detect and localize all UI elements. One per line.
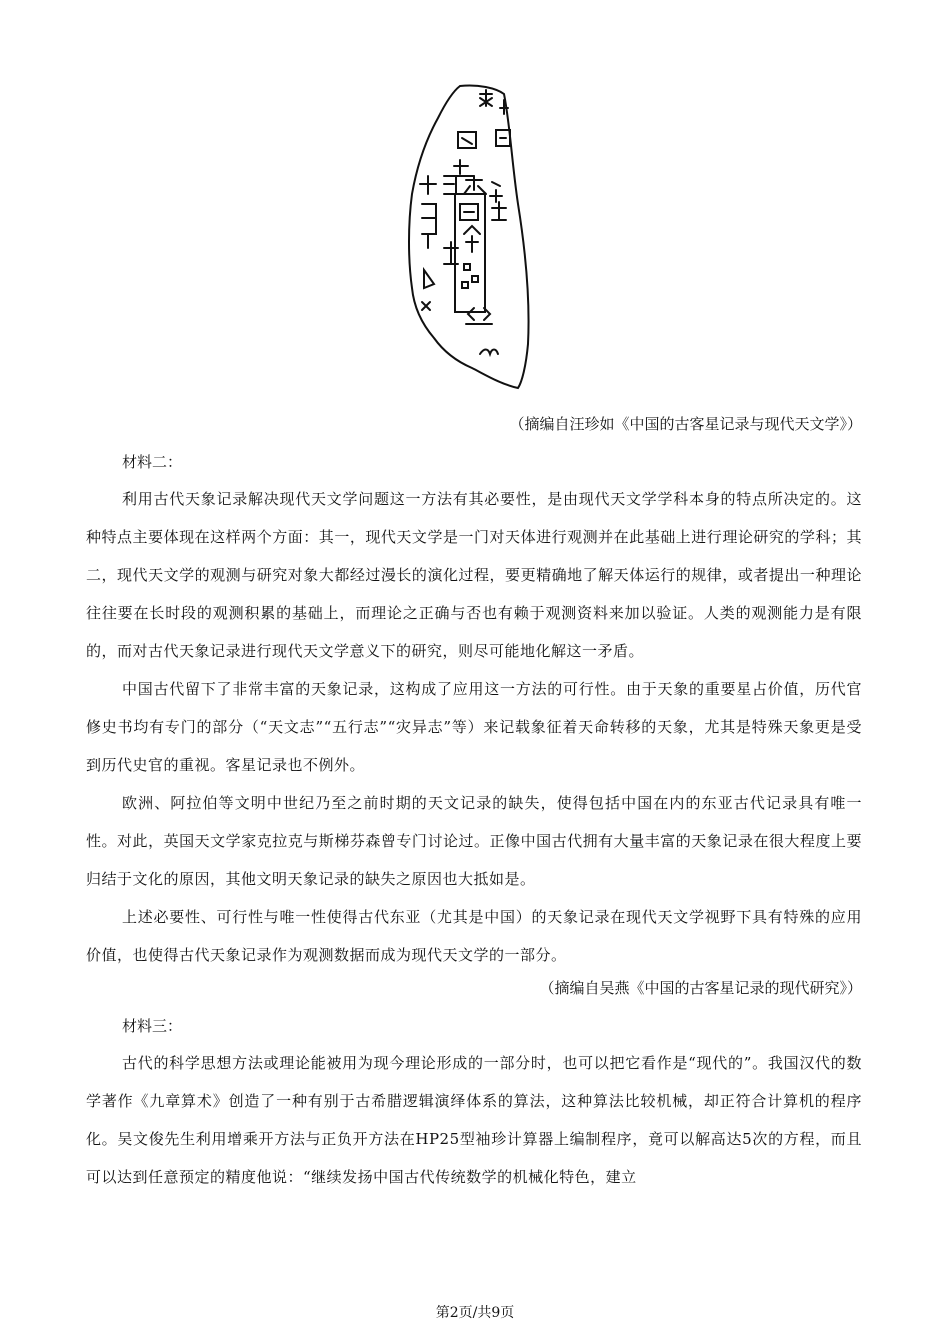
material-2-paragraph: 中国古代留下了非常丰富的天象记录，这构成了应用这一方法的可行性。由于天象的重要星占价值，历代官修史书均有专门的部分（“天文志”“五行志”“灾异志”等）来记载象征着天命转移的天象，尤其是特殊天象更是受到历代史官的重视。客星记录也不例外。: [86, 680, 862, 774]
source-citation-2: （摘编自吴燕《中国的古客星记录的现代研究》）: [539, 979, 862, 997]
oracle-bone-inscription-image: [400, 84, 550, 390]
material-2-heading: 材料二：: [122, 453, 183, 471]
material-3-paragraph: 古代的科学思想方法或理论能被用为现今理论形成的一部分时，也可以把它看作是“现代的”。我国汉代的数学著作《九章算术》创造了一种有别于古希腊逻辑演绎体系的算法，这种算法比较机械，却正符合计算机的程序化。吴文俊先生利用增乘开方法与正负开方法在HP25型袖珍计算器上编制程序，竟可以解高达5次的方程，而且可以达到任意预定的精度他说：“继续发扬中国古代传统数学的机械化特色，建立: [86, 1054, 862, 1186]
page-number-footer: 第2页/共9页: [435, 1305, 515, 1321]
oracle-bone-drawing: [400, 84, 550, 390]
page-content: [86, 410, 862, 1196]
source-citation-1: （摘编自汪珍如《中国的古客星记录与现代天文学》）: [509, 415, 862, 433]
material-2-paragraph: 利用古代天象记录解决现代天文学问题这一方法有其必要性，是由现代天文学学科本身的特点所决定的。这种特点主要体现在这样两个方面：其一，现代天文学是一门对天体进行观测并在此基础上进行理论研究的学科；其二，现代天文学的观测与研究对象大都经过漫长的演化过程，要更精确地了解天体运行的规律，或者提出一种理论往往要在长时段的观测积累的基础上，而理论之正确与否也有赖于观测资料来加以验证。人类的观测能力是有限的，而对古代天象记录进行现代天文学意义下的研究，则尽可能地化解这一矛盾。: [86, 490, 862, 660]
material-3-heading: 材料三：: [122, 1017, 183, 1035]
material-2-paragraph: 上述必要性、可行性与唯一性使得古代东亚（尤其是中国）的天象记录在现代天文学视野下具有特殊的应用价值，也使得古代天象记录作为观测数据而成为现代天文学的一部分。: [86, 908, 862, 964]
material-2-paragraph: 欧洲、阿拉伯等文明中世纪乃至之前时期的天文记录的缺失，使得包括中国在内的东亚古代记录具有唯一性。对此，英国天文学家克拉克与斯梯芬森曾专门讨论过。正像中国古代拥有大量丰富的天象记录在很大程度上要归结于文化的原因，其他文明天象记录的缺失之原因也大抵如是。: [86, 794, 862, 888]
